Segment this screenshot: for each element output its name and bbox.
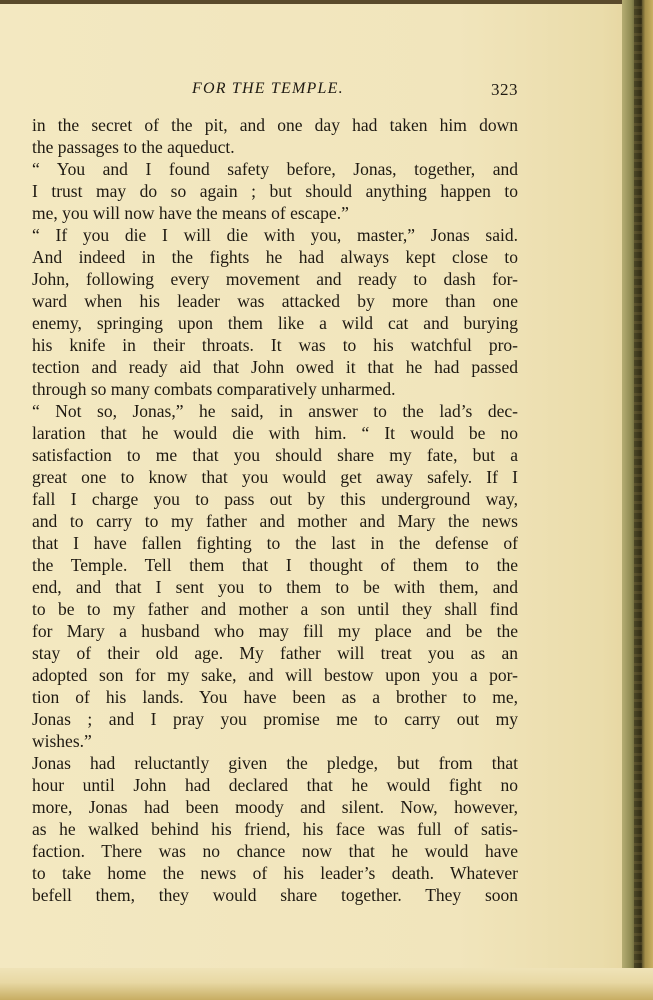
text-line: satisfaction to me that you should share my fate, but a <box>32 445 518 465</box>
text-line: me, you will now have the means of escape.” <box>32 203 349 223</box>
page-top-edge <box>0 0 653 4</box>
text-line: fall I charge you to pass out by this underground way, <box>32 489 518 509</box>
text-line: faction. There was no chance now that he would have <box>32 841 518 861</box>
text-line: And indeed in the fights he had always kept close to <box>32 247 518 267</box>
text-line: end, and that I sent you to them to be with them, and <box>32 577 518 597</box>
text-line: laration that he would die with him. “ It would be no <box>32 423 518 443</box>
text-line: hour until John had declared that he would fight no <box>32 775 518 795</box>
page-number: 323 <box>491 80 518 99</box>
text-line: tion of his lands. You have been as a brother to me, <box>32 687 518 707</box>
text-line: stay of their old age. My father will treat you as an <box>32 643 518 663</box>
body-text <box>32 114 518 906</box>
text-line: in the secret of the pit, and one day had taken him down <box>32 115 518 135</box>
text-line: the Temple. Tell them that I thought of them to the <box>32 555 518 575</box>
text-line: that I have fallen fighting to the last in the defense of <box>32 533 518 553</box>
text-line: for Mary a husband who may fill my place and be the <box>32 621 518 641</box>
text-line: befell them, they would share together. They soon <box>32 885 518 905</box>
text-line: through so many combats comparatively unharmed. <box>32 379 396 399</box>
text-line: John, following every movement and ready to dash for- <box>32 269 518 289</box>
text-line: “ If you die I will die with you, master,” Jonas said. <box>32 225 518 245</box>
text-line: Jonas had reluctantly given the pledge, but from that <box>32 753 518 773</box>
text-line: his knife in their throats. It was to his watchful pro- <box>32 335 518 355</box>
running-header <box>32 80 518 104</box>
text-line: the passages to the aqueduct. <box>32 137 235 157</box>
text-line: wishes.” <box>32 731 92 751</box>
text-line: Jonas ; and I pray you promise me to carry out my <box>32 709 518 729</box>
text-line: “ Not so, Jonas,” he said, in answer to the lad’s dec- <box>32 401 518 421</box>
text-line: adopted son for my sake, and will bestow upon you a por- <box>32 665 518 685</box>
text-line: and to carry to my father and mother and Mary the news <box>32 511 518 531</box>
text-line: tection and ready aid that John owed it that he had passed <box>32 357 518 377</box>
text-line: “ You and I found safety before, Jonas, together, and <box>32 159 518 179</box>
running-title: FOR THE TEMPLE. <box>192 80 344 97</box>
text-line: to be to my father and mother a son until they shall find <box>32 599 518 619</box>
text-line: more, Jonas had been moody and silent. Now, however, <box>32 797 518 817</box>
text-line: ward when his leader was attacked by more than one <box>32 291 518 311</box>
text-line: as he walked behind his friend, his face was full of satis- <box>32 819 518 839</box>
spine-binding-shadow <box>634 0 642 1000</box>
text-line: to take home the news of his leader’s death. Whatever <box>32 863 518 883</box>
text-line: great one to know that you would get away safely. If I <box>32 467 518 487</box>
text-line: I trust may do so again ; but should anything happen to <box>32 181 518 201</box>
page-bottom-edge <box>0 968 653 1000</box>
text-line: enemy, springing upon them like a wild cat and burying <box>32 313 518 333</box>
